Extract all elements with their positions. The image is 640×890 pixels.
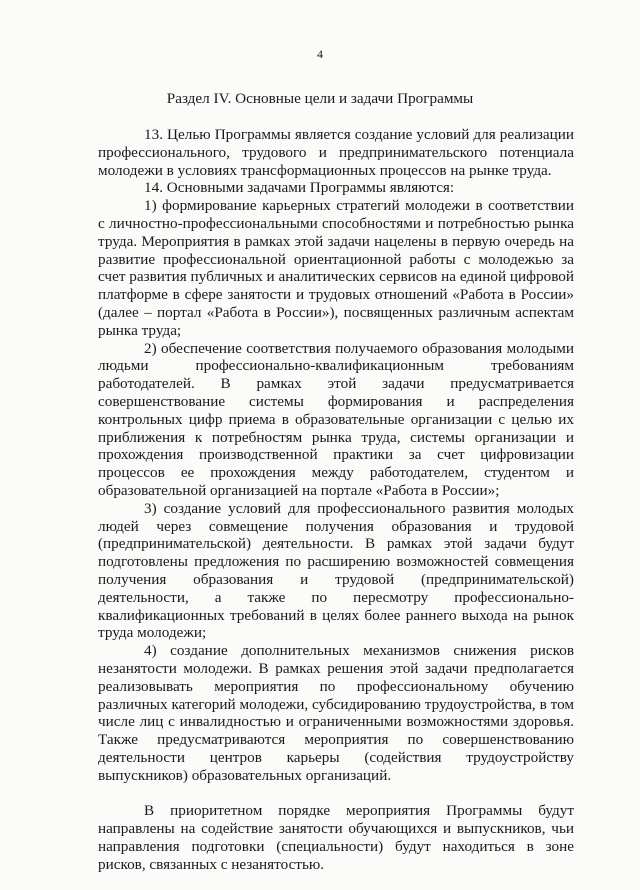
document-body <box>98 126 574 874</box>
paragraph-tasks-intro: 14. Основными задачами Программы являются: <box>144 179 455 197</box>
paragraph-task-3: 3) создание условий для профессионального развития молодых людей через совмещение получения образования и трудовой (предпринимательской) деятельности. В рамках этой задачи будут подготовлены предложения по расширению возможностей совмещения получения образования и трудовой (предпринимательской) деятельности, а также по пересмотру профессионально-квалификационных требований в целях более раннего выхода на рынок труда молодежи; <box>98 499 574 642</box>
paragraph-task-4: 4) создание дополнительных механизмов снижения рисков незанятости молодежи. В рамках решения этой задачи предполагается реализовывать мероприятия по профессиональному обучению различных категорий молодежи, субсидированию трудоустройства, в том числе лиц с инвалидностью и ограниченными возможностями здоровья. Также предусматриваются мероприятия по совершенствованию деятельности центров карьеры (содействия трудоустройству выпускников) образовательных организаций. <box>98 642 574 784</box>
paragraph-task-2: 2) обеспечение соответствия получаемого образования молодыми людьми профессионально-квалификационным требованиям работодателей. В рамках этой задачи предусматривается совершенствование системы формирования и распределения контрольных цифр приема в образовательные организации с целью их приближения к потребностям рынка труда, системы организации и прохождения производственной практики за счет цифровизации процессов ее прохождения между работодателем, студентом и образовательной организацией на портале «Работа в России»; <box>98 339 574 499</box>
section-title: Раздел IV. Основные цели и задачи Программы <box>166 90 474 107</box>
paragraph-goal: 13. Целью Программы является создание условий для реализации профессионального, трудового и предпринимательского потенциала молодежи в условиях трансформационных процессов на рынке труда. <box>98 126 574 179</box>
paragraph-priority: В приоритетном порядке мероприятия Программы будут направлены на содействие занятости обучающихся и выпускников, чьи направления подготовки (специальности) будут находиться в зоне рисков, связанных с незанятостью. <box>98 802 574 873</box>
page-number: 4 <box>317 47 323 61</box>
paragraph-task-1: 1) формирование карьерных стратегий молодежи в соответствии с личностно-профессиональными способностями и потребностью рынка труда. Мероприятия в рамках этой задачи нацелены в первую очередь на развитие профессиональной ориентационной работы с молодежью за счет развития публичных и аналитических сервисов на единой цифровой платформе в сфере занятости и трудовых отношений «Работа в России» (далее – портал «Работа в России»), посвященных различным аспектам рынка труда; <box>98 197 574 339</box>
